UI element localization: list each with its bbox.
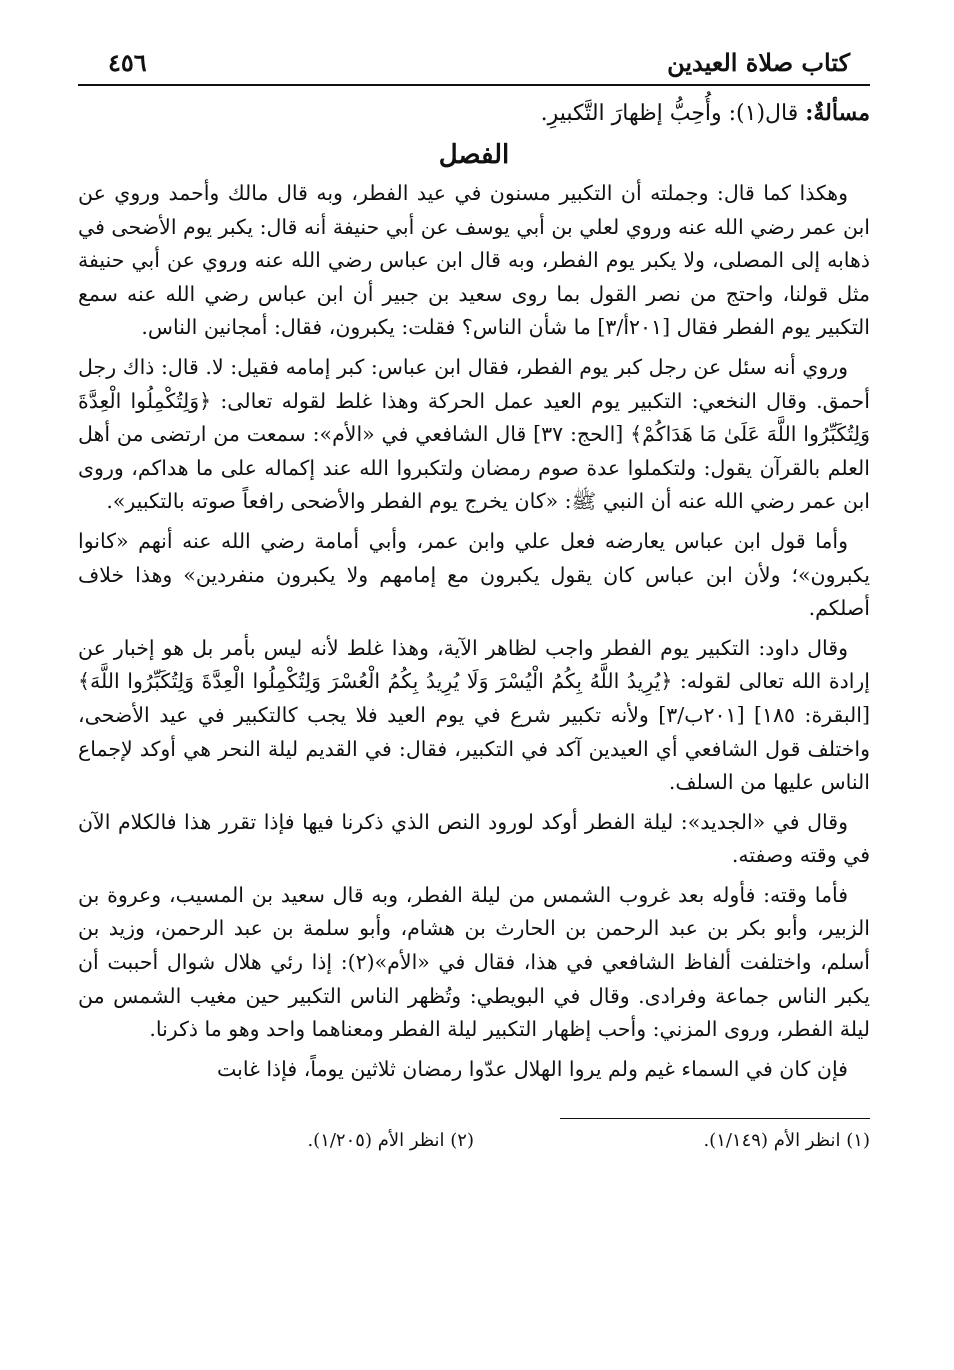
running-title: كتاب صلاة العيدين: [667, 47, 850, 77]
page-number: ٤٥٦: [108, 47, 147, 77]
paragraph-7: فإن كان في السماء غيم ولم يروا الهلال عدّوا رمضان ثلاثين يوماً، فإذا غابت: [217, 1056, 848, 1081]
page-header: [78, 40, 870, 86]
masala-label: مسألةٌ:: [805, 100, 870, 126]
paragraph-6: فأما وقته: فأوله بعد غروب الشمس من ليلة الفطر، وبه قال سعيد بن المسيب، وعروة بن الزبير، وأبو بكر بن عبد الرحمن بن الحارث بن هشام، وأبو سلمة بن عبد الرحمن، وزيد بن أسلم، واختلفت ألفاظ الشافعي في هذا، فقال في «الأم»(٢): إذا رئي هلال شوال أحببت أن يكبر الناس جماعة وفرادى. وقال في البويطي: وتُظهر الناس التكبير حين مغيب الشمس من ليلة الفطر، وروى المزني: وأحب إظهار التكبير ليلة الفطر ومعناهما واحد وهو ما ذكرنا.: [78, 882, 870, 1042]
paragraph-5: وقال في «الجديد»: ليلة الفطر أوكد لورود النص الذي ذكرنا فيها فإذا تقرر هذا فالكلام الآن في وقته وصفته.: [78, 809, 870, 868]
paragraph-3: وأما قول ابن عباس يعارضه فعل علي وابن عمر، وأبي أمامة رضي الله عنه أنهم «كانوا يكبرون»؛ ولأن ابن عباس كان يقول يكبرون مع إمامهم ولا يكبرون منفردين» وهذا خلاف أصلكم.: [78, 528, 870, 621]
masala-statement: [78, 94, 870, 133]
section-heading: الفصل: [438, 140, 510, 170]
footnotes: [78, 1127, 870, 1155]
paragraph-4: وقال داود: التكبير يوم الفطر واجب لظاهر الآية، وهذا غلط لأنه ليس بأمر بل هو إخبار عن إرادة الله تعالى لقوله: ﴿يُرِيدُ اللَّهُ بِكُمُ الْيُسْرَ وَلَا يُرِيدُ بِكُمُ الْعُسْرَ وَلِتُكْمِلُوا الْعِدَّةَ وَلِتُكَبِّرُوا اللَّهَ﴾ [البقرة: ١٨٥] [٢٠١ب/٣] ولأنه تكبير شرع في يوم العيد فلا يجب كالتكبير في عيد الأضحى، واختلف قول الشافعي أي العيدين آكد في التكبير، فقال: في القديم ليلة النحر هي أوكد لإجماع الناس عليها من السلف.: [78, 635, 870, 795]
footnote-1: (١) انظر الأم (١/١٤٩).: [703, 1130, 870, 1152]
footnote-rule: [560, 1118, 870, 1119]
paragraph-2: وروي أنه سئل عن رجل كبر يوم الفطر، فقال ابن عباس: كبر إمامه فقيل: لا. قال: ذاك رجل أحمق. وقال النخعي: التكبير يوم العيد عمل الحركة وهذا غلط لقوله تعالى: ﴿وَلِتُكْمِلُوا الْعِدَّةَ وَلِتُكَبِّرُوا اللَّهَ عَلَىٰ مَا هَدَاكُمْ﴾ [الحج: ٣٧] قال الشافعي في «الأم»: سمعت من ارتضى من أهل العلم بالقرآن يقول: ولتكملوا عدة صوم رمضان ولتكبروا الله عند إكماله على ما هداكم، وروى ابن عمر رضي الله عنه أن النبي ﷺ: «كان يخرج يوم الفطر والأضحى رافعاً صوته بالتكبير».: [78, 354, 870, 514]
footnote-2: (٢) انظر الأم (١/٢٠٥).: [307, 1130, 474, 1152]
paragraph-1: وهكذا كما قال: وجملته أن التكبير مسنون في عيد الفطر، وبه قال مالك وأحمد وروي عن ابن عمر رضي الله عنه وروي لعلي بن أبي يوسف عن أبي حنيفة أنه قال: يكبر يوم الأضحى في ذهابه إلى المصلى، ولا يكبر يوم الفطر، وبه قال ابن عباس رضي الله عنه وروي عن أبي حنيفة مثل قولنا، واحتج من نصر القول بما روى سعيد بن جبير أن ابن عباس رضي الله عنه سمع التكبير يوم الفطر فقال [٢٠١أ/٣] ما شأن الناس؟ فقلت: يكبرون، فقال: أمجانين الناس.: [78, 181, 870, 340]
masala-text: قال(١): وأُحِبُّ إظهارَ التَّكبيرِ.: [540, 101, 799, 126]
